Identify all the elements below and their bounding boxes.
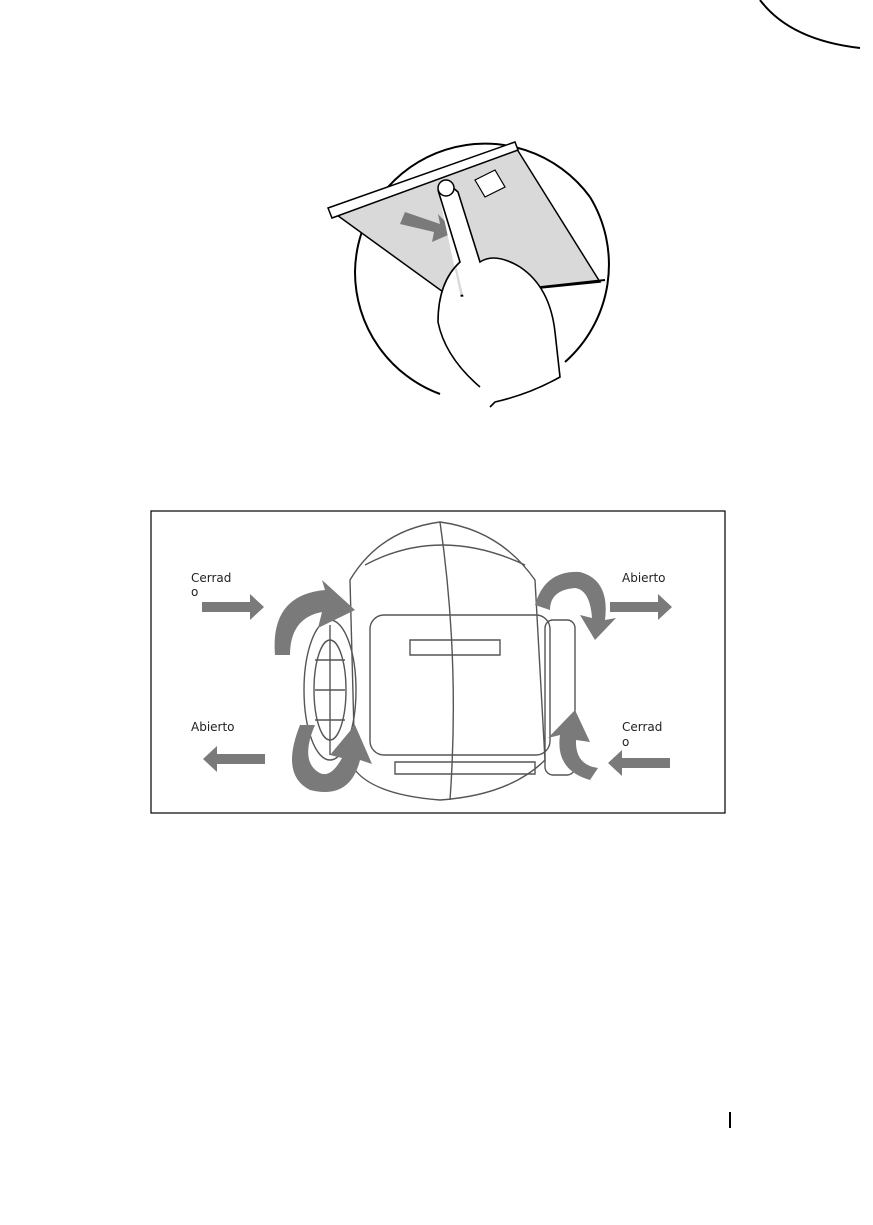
label-closed-left: Cerrad (191, 571, 232, 585)
label-closed-right: Cerrad (622, 720, 663, 734)
label-closed-left-suffix: o (191, 585, 199, 599)
motor-rotation-illustration (150, 510, 726, 814)
label-closed-right-suffix: o (622, 735, 630, 749)
label-open-right: Abierto (622, 571, 666, 585)
page-margin-bar (729, 1112, 731, 1128)
page-corner-line (0, 0, 873, 60)
filter-removal-illustration (320, 132, 610, 412)
label-open-left: Abierto (191, 720, 235, 734)
